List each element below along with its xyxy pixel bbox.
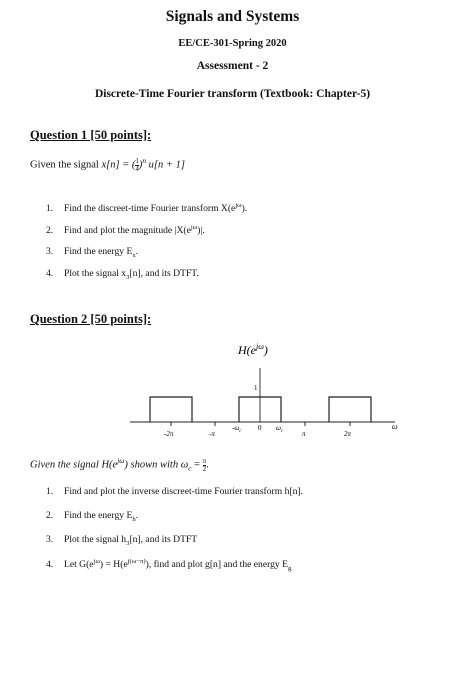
item-sub: h (132, 515, 136, 523)
intro-prefix: Given the signal (30, 159, 102, 171)
fraction-numerator: 1 (135, 156, 139, 165)
question-1-intro (30, 156, 185, 173)
item-text: Find the energy E (64, 510, 133, 521)
course-code: EE/CE-301-Spring 2020 (178, 38, 287, 49)
fraction-numerator: π (202, 456, 207, 465)
item-number: 1. (46, 486, 54, 497)
signal-lhs: x[n] = ( (101, 159, 136, 171)
label-2pi: 2π (344, 430, 352, 438)
item-tail: )|. (197, 225, 205, 237)
item-number: 3. (46, 534, 54, 545)
intro-sub: c (188, 463, 192, 473)
item-text: Plot the signal h (64, 534, 127, 545)
list-item (46, 558, 291, 572)
item-text: Find and plot the magnitude |X(e (64, 225, 191, 237)
label-zero: 0 (258, 424, 262, 432)
signal-close: ) (138, 159, 143, 171)
item-number: 1. (46, 203, 54, 215)
item-text: Plot the signal x (64, 268, 127, 279)
item-sup2: j(ω−π) (127, 558, 146, 565)
item-sub: g (287, 565, 292, 573)
item-tail: [n], and its DTFT (129, 534, 198, 545)
passband-right (329, 397, 371, 422)
subject-line: Discrete-Time Fourier transform (Textbook: Chapter-5) (94, 88, 371, 100)
item-sup: jω (190, 224, 198, 231)
assessment-label: Assessment - 2 (196, 60, 269, 72)
item-text: Find the discreet-time Fourier transform X(e (64, 203, 236, 215)
item-mid: ) = H(e (99, 559, 128, 571)
plot-title: $H(e^{j\omega})$ (238, 342, 268, 357)
item-text: Let G(e (64, 559, 94, 571)
item-number: 2. (46, 510, 54, 521)
label-omega-axis: ω (392, 422, 398, 431)
intro-mid: ) shown with ω (124, 459, 189, 471)
item-tail: ), find and plot g[n] and the energy E (145, 559, 288, 571)
signal-exponent: n (142, 156, 147, 165)
question-2-intro (30, 456, 209, 473)
fraction-denominator: 2 (202, 464, 207, 473)
item-tail: ). (241, 203, 248, 215)
list-item (46, 224, 205, 236)
list-item (46, 510, 138, 523)
item-number: 4. (46, 268, 54, 279)
item-sub: x (132, 251, 136, 259)
passband-left (150, 397, 192, 422)
question-1-heading: Question 1 [50 points]: (30, 128, 152, 142)
label-pi: π (302, 430, 306, 438)
item-text: Find the energy E (64, 246, 133, 257)
item-number: 4. (46, 559, 54, 571)
label-minus-2pi: -2π (164, 430, 174, 438)
signal-rhs: u[n + 1] (146, 159, 185, 171)
item-sub: 3 (126, 539, 130, 547)
question-2-heading: Question 2 [50 points]: (30, 312, 152, 326)
list-item (46, 246, 138, 259)
item-number: 2. (46, 225, 54, 237)
label-minus-omega-c: $-\omega_c$ (232, 424, 242, 434)
list-item (46, 486, 303, 497)
list-item (46, 268, 199, 281)
item-sup: jω (93, 558, 100, 565)
unit-level-label: 1 (254, 384, 258, 392)
intro-sup: jω (117, 456, 125, 465)
item-sub: 3 (126, 273, 130, 281)
list-item (46, 202, 247, 214)
label-omega-c: $\omega_c$ (276, 424, 284, 434)
document-title: Signals and Systems (165, 8, 300, 25)
item-tail: . (135, 510, 139, 521)
intro-end: . (206, 459, 209, 471)
fraction-denominator: 4 (135, 164, 139, 173)
list-item (46, 534, 197, 547)
intro-prefix: Given the signal H(e (30, 459, 118, 471)
label-minus-pi: -π (209, 430, 215, 438)
item-tail: . (135, 246, 139, 257)
item-text: Find and plot the inverse discreet-time Fourier transform h[n]. (64, 486, 303, 497)
item-sup: jω (235, 202, 242, 209)
item-number: 3. (46, 246, 54, 257)
intro-eq: = (191, 459, 203, 471)
item-tail: [n], and its DTFT. (129, 268, 199, 279)
frequency-response-plot (0, 330, 465, 440)
